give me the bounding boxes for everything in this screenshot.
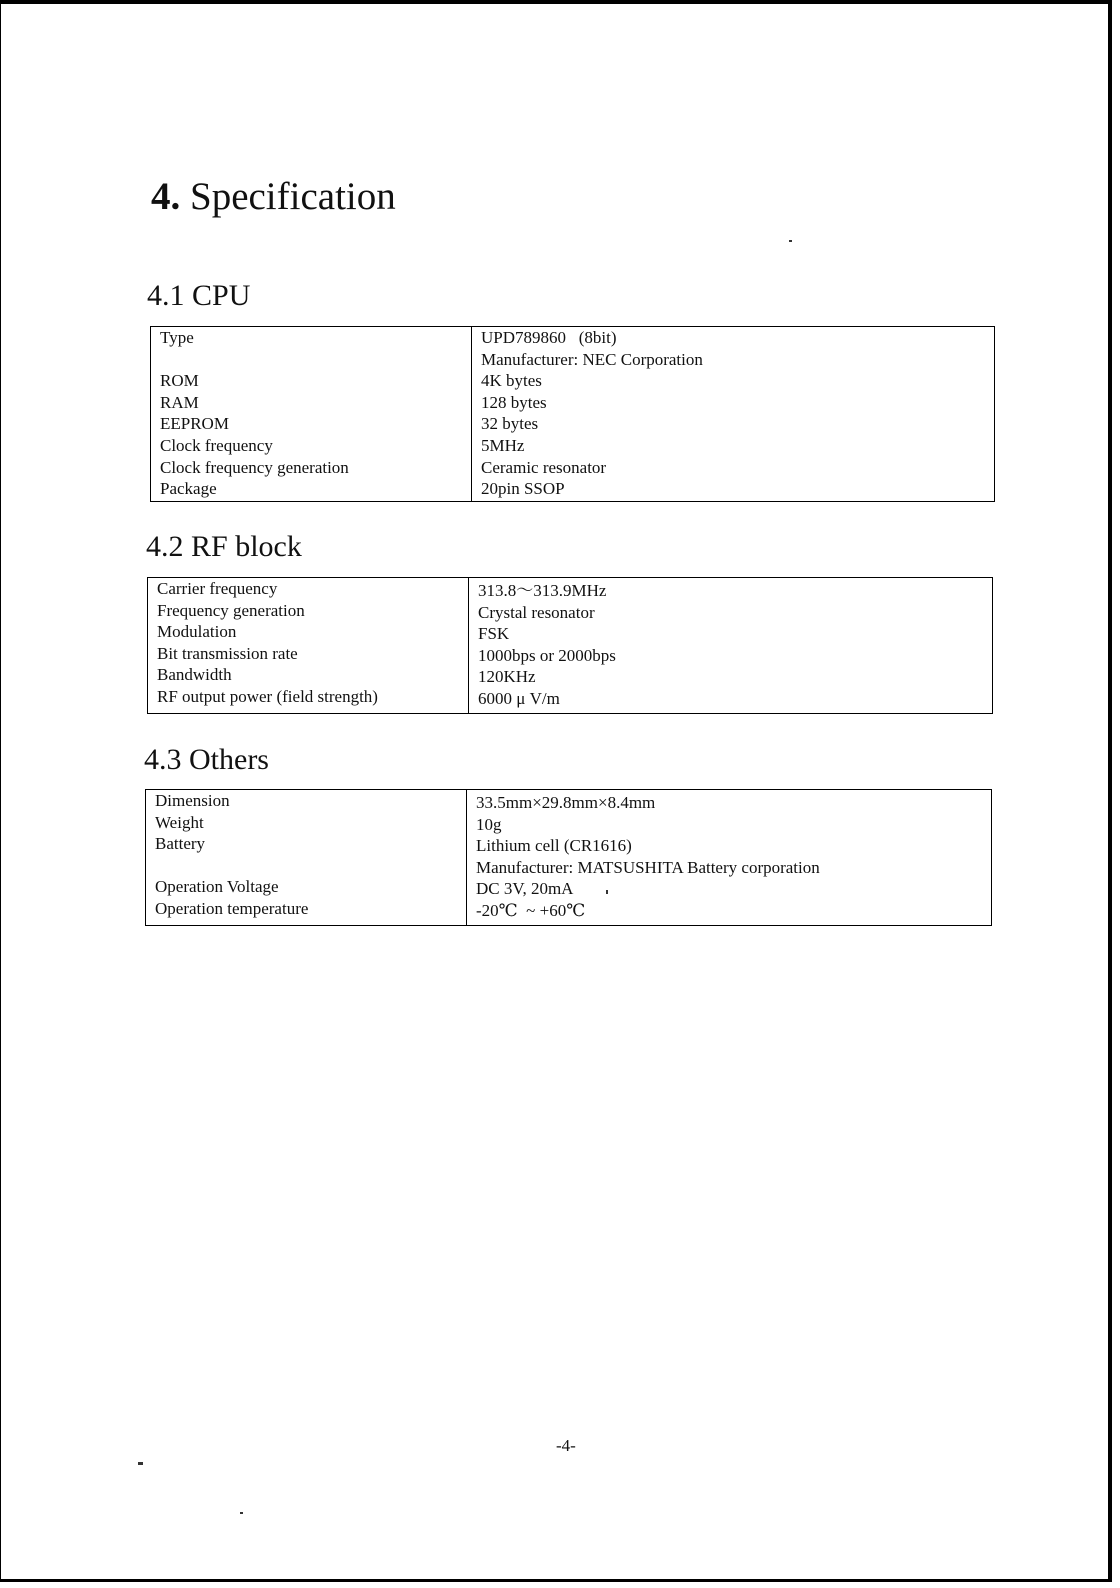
scan-speck [606, 890, 608, 894]
cpu-label: Type [160, 328, 194, 347]
cpu-value: 32 bytes [481, 414, 539, 434]
others-label: Operation Voltage [155, 877, 279, 897]
section-heading-cpu: 4.1 CPU [147, 279, 251, 312]
title-number: 4. [151, 175, 181, 218]
cpu-value: Manufacturer: NEC Corporation [481, 349, 703, 369]
cpu-value-column [471, 327, 994, 501]
rf-value: 1000bps or 2000bps [478, 645, 616, 665]
cpu-value: 128 bytes [481, 392, 547, 412]
others-label: Battery [155, 834, 206, 854]
cpu-label: Clock frequency generation [160, 457, 349, 477]
rf-spec-table [147, 577, 993, 714]
cpu-label: Clock frequency [160, 435, 273, 455]
rf-value: Crystal resonator [478, 602, 595, 622]
rf-value-column [468, 578, 992, 713]
cpu-value: Ceramic resonator [481, 457, 607, 477]
rf-value: 6000 μ V/m [478, 688, 560, 708]
others-value: 33.5mm×29.8mm×8.4mm [476, 793, 656, 812]
cpu-label-column [151, 327, 471, 501]
others-label: Weight [155, 812, 204, 832]
rf-label: RF output power (field strength) [157, 686, 378, 706]
rf-value: FSK [478, 624, 510, 644]
rf-label: Bandwidth [157, 665, 232, 685]
rf-value: 313.8〜313.9MHz [478, 581, 607, 600]
cpu-label: EEPROM [160, 414, 229, 434]
others-label: Operation temperature [155, 898, 309, 918]
others-value: 10g [476, 814, 502, 834]
cpu-label [160, 349, 471, 371]
rf-label: Carrier frequency [157, 579, 278, 598]
cpu-value: 5MHz [481, 435, 525, 455]
page-number: -4- [556, 1436, 576, 1455]
section-heading-others: 4.3 Others [144, 743, 269, 776]
others-value: Manufacturer: MATSUSHITA Battery corporation [476, 857, 820, 877]
section-heading-rf: 4.2 RF block [146, 530, 302, 563]
others-label-column [146, 790, 466, 925]
rf-value: 120KHz [478, 667, 536, 687]
others-value: DC 3V, 20mA [476, 879, 574, 899]
rf-label: Modulation [157, 622, 237, 642]
scan-speck [789, 240, 792, 242]
cpu-label: ROM [160, 371, 199, 391]
others-value: Lithium cell (CR1616) [476, 836, 632, 856]
rf-label: Frequency generation [157, 600, 305, 620]
rf-label: Bit transmission rate [157, 643, 298, 663]
scan-speck [138, 1462, 143, 1465]
cpu-value: 20pin SSOP [481, 479, 565, 499]
others-value: -20℃ ~ +60℃ [476, 900, 586, 920]
title-text: Specification [190, 175, 396, 218]
others-value-column [466, 790, 991, 925]
others-label [155, 855, 466, 877]
cpu-label: Package [160, 479, 217, 499]
cpu-label: RAM [160, 392, 199, 412]
cpu-value: 4K bytes [481, 371, 542, 391]
page-title [151, 174, 396, 219]
rf-label-column [148, 578, 468, 713]
others-label: Dimension [155, 791, 230, 810]
cpu-value: UPD789860 (8bit) [481, 328, 617, 347]
cpu-spec-table [150, 326, 995, 502]
scan-speck [240, 1512, 243, 1514]
others-spec-table [145, 789, 992, 926]
